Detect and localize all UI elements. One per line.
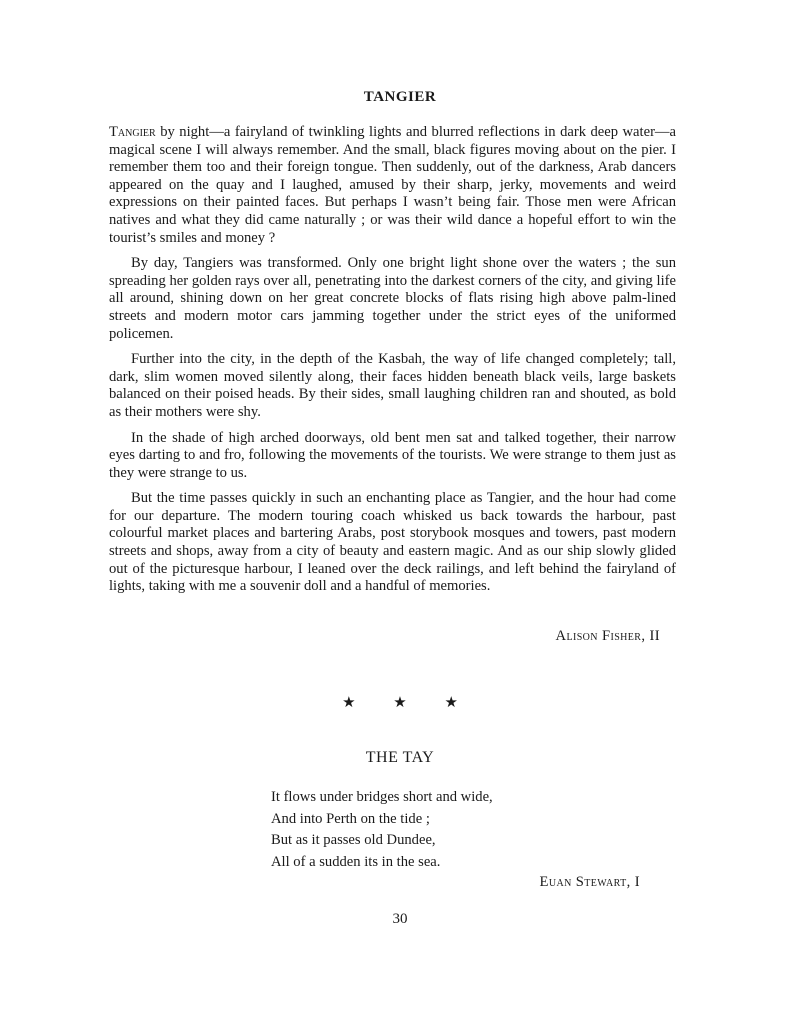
poem-line: But as it passes old Dundee, <box>271 832 436 848</box>
poem-title: THE TAY <box>365 749 435 766</box>
poem-line: It flows under bridges short and wide, <box>271 789 493 805</box>
poem-author: Euan Stewart, I <box>539 874 640 890</box>
article-paragraph: By day, Tangiers was transformed. Only one bright light shone over the waters ; the sun spreading her golden rays over all, penetrating into the darkest corners of the city, and giving life all around, shining down on her great concrete blocks of flats rising high above palm-lined streets and modern motor cars jamming together under the strict eyes of the uniformed policemen. <box>109 255 676 342</box>
article-paragraph: In the shade of high arched doorways, old bent men sat and talked together, their narrow eyes darting to and fro, following the movements of the tourists. We were strange to them just as they were strange to us. <box>109 429 676 481</box>
article-title: TANGIER <box>363 89 437 105</box>
article-author: Alison Fisher, II <box>555 628 660 644</box>
section-separator <box>0 693 800 712</box>
poem-line: And into Perth on the tide ; <box>271 810 430 827</box>
article-paragraph: Further into the city, in the depth of the Kasbah, the way of life changed completely; tall, dark, slim women moved silently along, their faces hidden beneath black veils, large baskets balanced on their poised heads. By their sides, small laughing children ran and shouted, as bold as their mothers were shy. <box>109 351 676 420</box>
article-paragraph-text: by night—a fairyland of twinkling lights and blurred reflections in dark deep water—a magical scene I will always remember. And the small, black figures moving about on the pier. I remember them too and their foreign tongue. Then suddenly, out of the darkness, Arab dancers appeared on the quay and I laughed, amused by their sharp, jerky, movements and weird expressions on their painted faces. But perhaps I wasn’t being fair. Those men were African natives and what they did came naturally ; or was their wild dance a hopeful effort to win the tourist’s smiles and money ? <box>109 124 676 246</box>
poem-body <box>271 787 493 873</box>
star-icon: ★ <box>444 695 458 711</box>
article-lead-word: Tangier <box>109 124 156 140</box>
star-icon: ★ <box>342 695 356 711</box>
article-body <box>109 124 676 604</box>
page-number: 30 <box>392 911 408 927</box>
article-paragraph <box>109 124 676 247</box>
article-paragraph: But the time passes quickly in such an enchanting place as Tangier, and the hour had come for our departure. The modern touring coach whisked us back towards the harbour, past colourful market places and bartering Arabs, post storybook mosques and towers, past modern streets and shops, away from a city of beauty and eastern magic. And as our ship slowly glided out of the picturesque harbour, I leaned over the deck railings, and left behind the fairyland of lights, taking with me a souvenir doll and a handful of memories. <box>109 490 676 595</box>
star-icon: ★ <box>393 695 407 711</box>
poem-line: All of a sudden its in the sea. <box>271 853 441 870</box>
